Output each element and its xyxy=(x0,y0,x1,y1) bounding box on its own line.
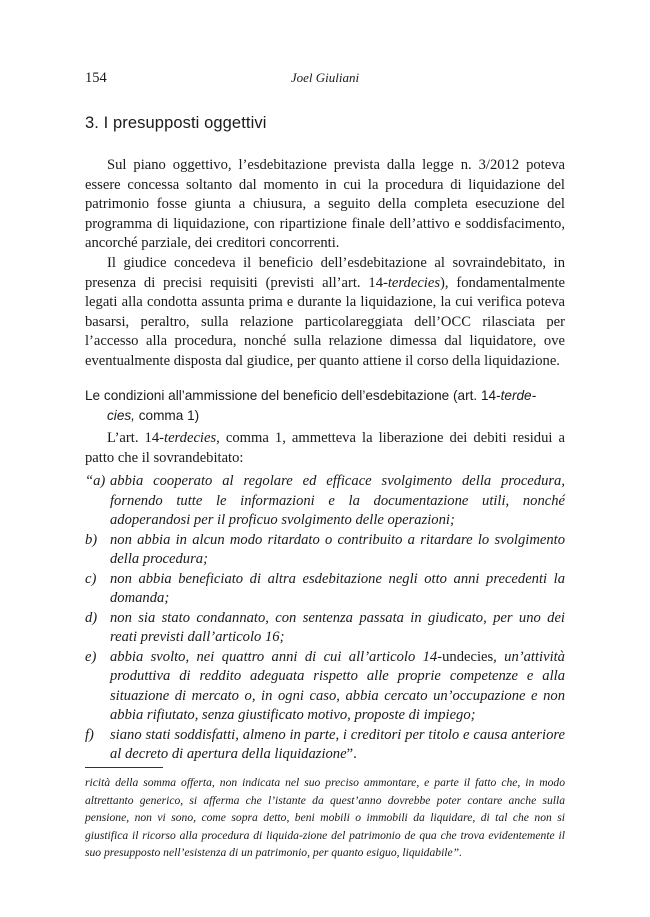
list-item-text-span: siano stati soddisfatti, almeno in parte, i creditori per titolo e causa anteriore al decreto di apertura della liquidazione xyxy=(110,726,565,762)
list-item-upright-term: undecies xyxy=(442,648,494,665)
list-item-text-span: abbia svolto, nei quattro anni di cui all’articolo 14- xyxy=(110,648,443,665)
list-item-label: b) xyxy=(85,531,98,548)
intro-paragraph xyxy=(85,429,565,468)
paragraph-1 xyxy=(85,156,565,254)
subheading-italic: terde- xyxy=(500,388,537,403)
conditions-list xyxy=(85,472,565,765)
paragraph-text xyxy=(85,429,565,468)
running-head xyxy=(85,70,565,90)
paragraph-text xyxy=(85,156,565,254)
subheading-italic: cies, xyxy=(107,407,135,423)
subheading-line-1 xyxy=(85,386,565,406)
list-item-text xyxy=(110,727,565,763)
list-item-text: non abbia in alcun modo ritardato o contribuito a ritardare lo svolgimento della procedura; xyxy=(110,531,565,567)
list-item-label: “a) xyxy=(85,473,106,489)
list-item xyxy=(85,472,565,531)
paragraph-italic-term: terdecies xyxy=(387,274,441,291)
list-item-label: d) xyxy=(85,609,98,626)
list-item-label: f) xyxy=(85,726,94,743)
list-item-text xyxy=(110,649,565,724)
footnote-separator xyxy=(85,767,163,768)
footnote: ricità della somma offerta, non indicata nel suo preciso ammontare, e parte il fatto che, in modo altrettanto generico, si afferma che l’istante da quest’anno dovrebbe poter contare anche sulla pensione, non vi sono, come sopra detto, beni mobili o immobili da liquidare, di tal che non si giustifica il ricorso alla procedura di liquida-zione del patrimonio de qua che trova evidentemente il suo presupposto nell’esistenza di un patrimonio, per quanto esiguo, liquidabile”. xyxy=(85,776,565,859)
paragraph-text-span: L’art. 14- xyxy=(107,430,165,446)
list-item-text: abbia cooperato al regolare ed efficace svolgimento della procedura, fornendo tutte le informazioni e la documentazione utili, nonché adoperandosi per il proficuo svolgimento delle operazioni; xyxy=(110,473,565,528)
paragraph-text xyxy=(85,254,565,371)
subheading xyxy=(85,386,565,425)
list-item-label: e) xyxy=(85,648,97,665)
section-title: 3. I presupposti oggettivi xyxy=(85,114,267,132)
paragraph-text-span: Il giudice concedeva il beneficio dell’esdebitazione al sovraindebitato, in presenza di precisi requisiti (previsti all’art. 14- xyxy=(85,255,565,291)
list-item xyxy=(85,609,565,648)
list-item-text: non abbia beneficiato di altra esdebitazione negli otto anni precedenti la domanda; xyxy=(110,570,565,606)
list-item-text-span: , un’attività produttiva di reddito adeguata rispetto alle proprie competenze e alla situazione di mercato o, in ogni caso, abbia cercato un’occupazione e non abbia rifiutato, senza giustificato motivo, proposte di impiego; xyxy=(110,648,565,723)
paragraph-text-span: ), fondamentalmente legati alla condotta assunta prima e durante la liquidazione, la cui verifica poteva basarsi, peraltro, sulla relazione particolareggiata dell’OCC rilasciata per l’accesso alla procedura, nonché sulla relazione dimessa dal liquidatore, ove eventualmente disposta dal giudice, per quanto attiene il corso della liquidazione. xyxy=(85,274,565,369)
paragraph-italic-term: terdecies xyxy=(164,430,217,446)
list-item xyxy=(85,648,565,726)
paragraph-text-span: Sul piano oggettivo, l’esdebitazione prevista dalla legge n. 3/2012 poteva essere concessa soltanto dal momento in cui la procedura di liquidazione del patrimonio fosse giunta a chiusura, a seguito della completa esecuzione del programma di liquidazione, con ripartizione finale dell’attivo e soddisfacimento, ancorché parziale, dei creditori concorrenti. xyxy=(85,157,565,251)
list-item xyxy=(85,726,565,765)
list-item xyxy=(85,531,565,570)
paragraph-2 xyxy=(85,254,565,371)
page-number: 154 xyxy=(85,70,107,86)
closing-quote: ”. xyxy=(346,746,357,762)
subheading-text: Le condizioni all’ammissione del beneficio dell’esdebitazione (art. 14- xyxy=(85,388,501,403)
list-item xyxy=(85,570,565,609)
list-item-label: c) xyxy=(85,570,97,587)
list-item-text: non sia stato condannato, con sentenza passata in giudicato, per uno dei reati previsti dall’articolo 16; xyxy=(110,609,565,645)
subheading-line-2 xyxy=(85,406,565,426)
subheading-text: comma 1) xyxy=(134,407,200,423)
paragraph-text-span: , comma 1, ammetteva la liberazione dei debiti residui a patto che il sovrandebitato: xyxy=(85,430,566,466)
running-head-author: Joel Giuliani xyxy=(290,70,360,85)
